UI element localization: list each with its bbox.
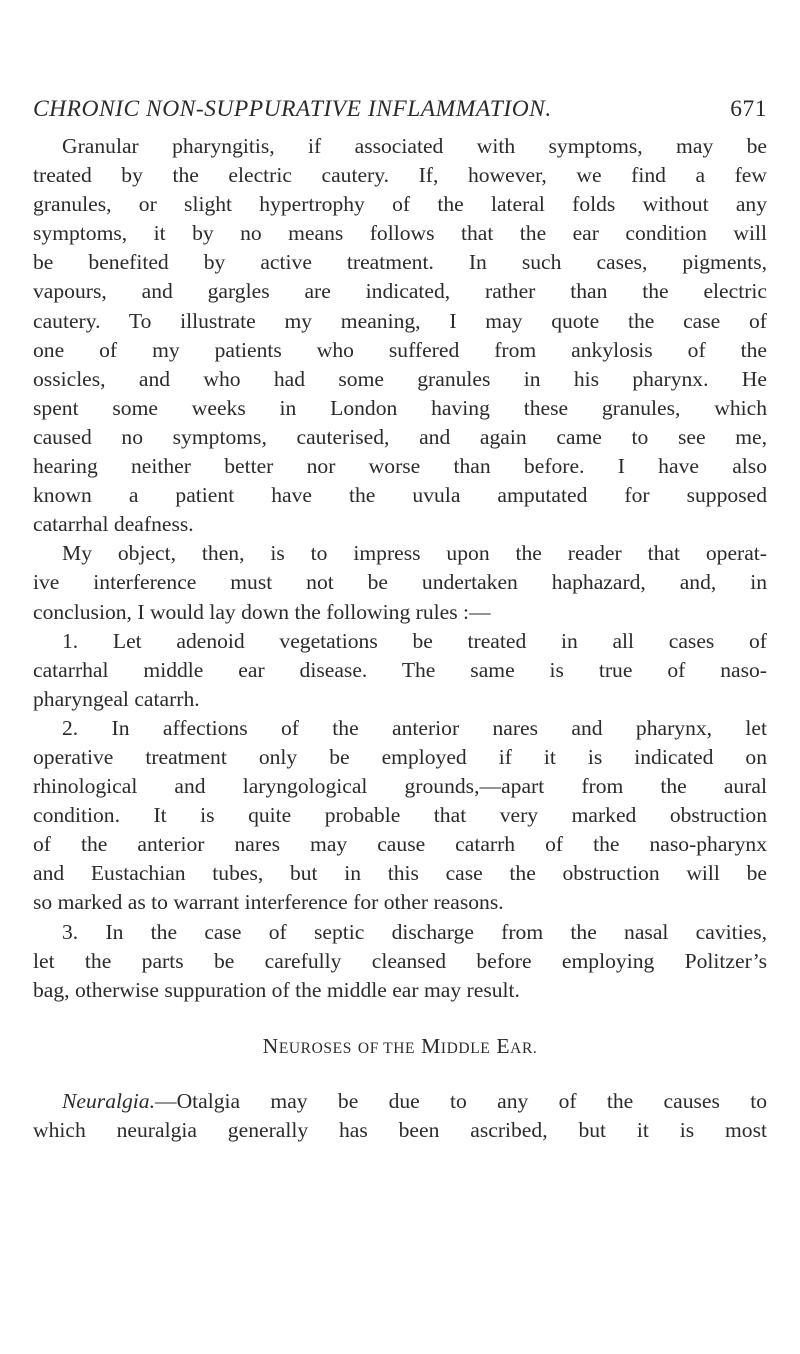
text-line: rhinological and laryngological grounds,—apart from the aural [33,774,767,799]
text-line: vapours, and gargles are indicated, rather than the electric [33,279,767,304]
text-line: so marked as to warrant interference for other reasons. [33,890,504,915]
run-in-heading: Neuralgia. [62,1088,155,1113]
page-number: 671 [730,96,767,122]
text-line: which neuralgia generally has been ascribed, but it is most [33,1118,767,1142]
running-title: CHRONIC NON-SUPPURATIVE INFLAMMATION. [33,96,552,122]
text-line: 2. In affections of the anterior nares and pharynx, let [62,715,767,740]
text-line: and Eustachian tubes, but in this case the obstruction will be [33,861,767,886]
text-line: of the anterior nares may cause catarrh of the naso-pharynx [33,832,767,857]
text-line [33,1087,767,1116]
text-line: condition. It is quite probable that very marked obstruction [33,803,767,828]
text-line: cautery. To illustrate my meaning, I may quote the case of [33,308,767,333]
text-line: My object, then, is to impress upon the reader that operat- [62,541,767,566]
text-line: 3. In the case of septic discharge from the nasal cavities, [62,919,767,944]
text-line: be benefited by active treatment. In such cases, pigments, [33,250,767,275]
heading-initial: E [496,1033,511,1058]
text-line: let the parts be carefully cleansed before employing Politzer’s [33,948,767,973]
text-line: ive interference must not be undertaken haphazard, and, in [33,570,767,595]
text-line: Granular pharyngitis, if associated with symptoms, may be [62,134,767,158]
text-line: known a patient have the uvula amputated for supposed [33,483,767,508]
text-line: 1. Let adenoid vegetations be treated in all cases of [62,628,767,653]
text-line: symptoms, it by no means follows that the ear condition will [33,221,767,246]
text-line: treated by the electric cautery. If, however, we find a few [33,163,767,188]
text-line: one of my patients who suffered from ankylosis of the [33,337,767,362]
heading-initial: N [262,1033,279,1058]
text-line: bag, otherwise suppuration of the middle ear may result. [33,977,520,1002]
text-line: operative treatment only be employed if it is indicated on [33,744,767,769]
heading-smallcaps: EUROSES [278,1039,352,1057]
text-line: conclusion, I would lay down the following rules :— [33,599,491,624]
paragraph-granular-pharyngitis [33,132,767,539]
text-line: ossicles, and who had some granules in his pharynx. He [33,366,767,391]
paragraph-neuralgia [33,1087,767,1145]
paragraph-object [33,539,767,626]
text-line: caused no symptoms, cauterised, and again came to see me, [33,424,767,449]
rule-1 [33,627,767,714]
text-line: catarrhal deafness. [33,512,194,537]
heading-smallcaps: AR. [510,1039,538,1057]
text-run: —Otalgia may be due to any of the causes to [154,1088,767,1113]
rule-2 [33,714,767,918]
body-text [33,132,767,1145]
heading-smallcaps: OF THE [357,1039,416,1057]
text-line: catarrhal middle ear disease. The same is true of naso- [33,657,767,682]
rule-3 [33,918,767,1005]
text-line: pharyngeal catarrh. [33,686,200,711]
text-line: granules, or slight hypertrophy of the lateral folds without any [33,192,767,217]
heading-smallcaps: IDDLE [440,1039,491,1057]
text-line: hearing neither better nor worse than before. I have also [33,454,767,479]
section-heading [33,1032,767,1061]
heading-initial: M [421,1033,441,1058]
text-line: spent some weeks in London having these granules, which [33,395,767,420]
running-head [33,96,767,123]
